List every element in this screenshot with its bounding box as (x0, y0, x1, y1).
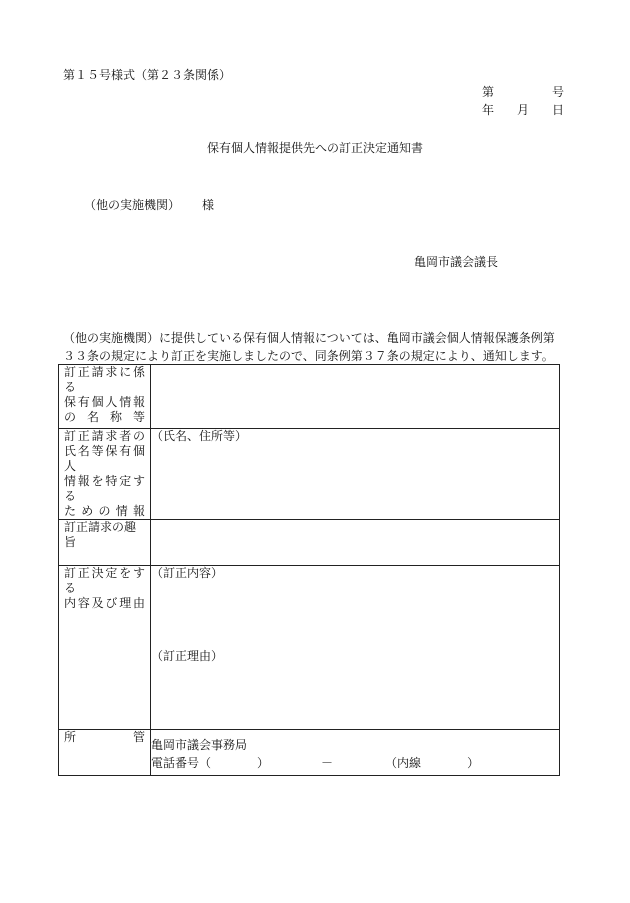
label-line: 訂正請求者の (64, 429, 145, 443)
row-label (59, 520, 151, 566)
label-line: 訂正請求に係る (64, 365, 145, 394)
phone-dash: － (321, 756, 334, 770)
row-label (59, 730, 151, 776)
table-row (59, 566, 560, 730)
document-number-line (482, 85, 564, 101)
date-line (482, 103, 564, 119)
issuer: 亀岡市議会議長 (414, 255, 499, 269)
requester-info-hint: （氏名、住所等） (151, 429, 248, 443)
form-number: 第１５号様式（第２３条関係） (63, 68, 232, 82)
notice-table (58, 364, 560, 776)
addressee-honorific: 様 (202, 198, 215, 212)
requester-info-field[interactable] (151, 429, 560, 520)
number-suffix: 号 (551, 85, 564, 99)
record-name-field[interactable] (151, 365, 560, 429)
label-line: 内容及び理由 (64, 596, 145, 610)
table-row (59, 365, 560, 429)
number-prefix: 第 (482, 85, 495, 99)
office-name: 亀岡市議会事務局 (151, 738, 248, 752)
table-row (59, 730, 560, 776)
year-label: 年 (482, 103, 495, 117)
row-label (59, 429, 151, 520)
phone-label: 電話番号（ (151, 756, 212, 770)
label-line: 情報を特定する (64, 474, 145, 503)
extension-label: （内線 (385, 756, 422, 770)
month-label: 月 (517, 103, 530, 117)
label-line: 所 管 (64, 730, 145, 744)
phone-line (151, 754, 559, 772)
label-line: ための情報 (64, 504, 145, 518)
label-line: 訂正決定をする (64, 566, 145, 595)
request-purpose-field[interactable] (151, 520, 560, 566)
addressee (84, 198, 214, 213)
label-line: 保有個人情報 (64, 395, 145, 409)
office-field (151, 730, 560, 776)
day-label: 日 (551, 103, 564, 117)
row-label (59, 365, 151, 429)
table-row (59, 429, 560, 520)
table-row (59, 520, 560, 566)
decision-field[interactable] (151, 566, 560, 730)
phone-paren-close: ） (257, 756, 270, 770)
addressee-name: （他の実施機関） (84, 198, 181, 212)
body-text: （他の実施機関）に提供している保有個人情報については、亀岡市議会個人情報保護条例第３３条の規定により訂正を実施しましたので、同条例第３７条の規定により、通知します。 (63, 331, 555, 363)
row-label (59, 566, 151, 730)
label-line: 訂正請求の趣旨 (64, 520, 137, 549)
label-line: の 名 称 等 (64, 410, 145, 424)
extension-paren-close: ） (467, 756, 480, 770)
label-line: 氏名等保有個人 (64, 444, 145, 473)
correction-content-hint: （訂正内容） (151, 566, 224, 580)
document-title: 保有個人情報提供先への訂正決定通知書 (206, 141, 423, 155)
correction-reason-hint: （訂正理由） (151, 649, 224, 663)
